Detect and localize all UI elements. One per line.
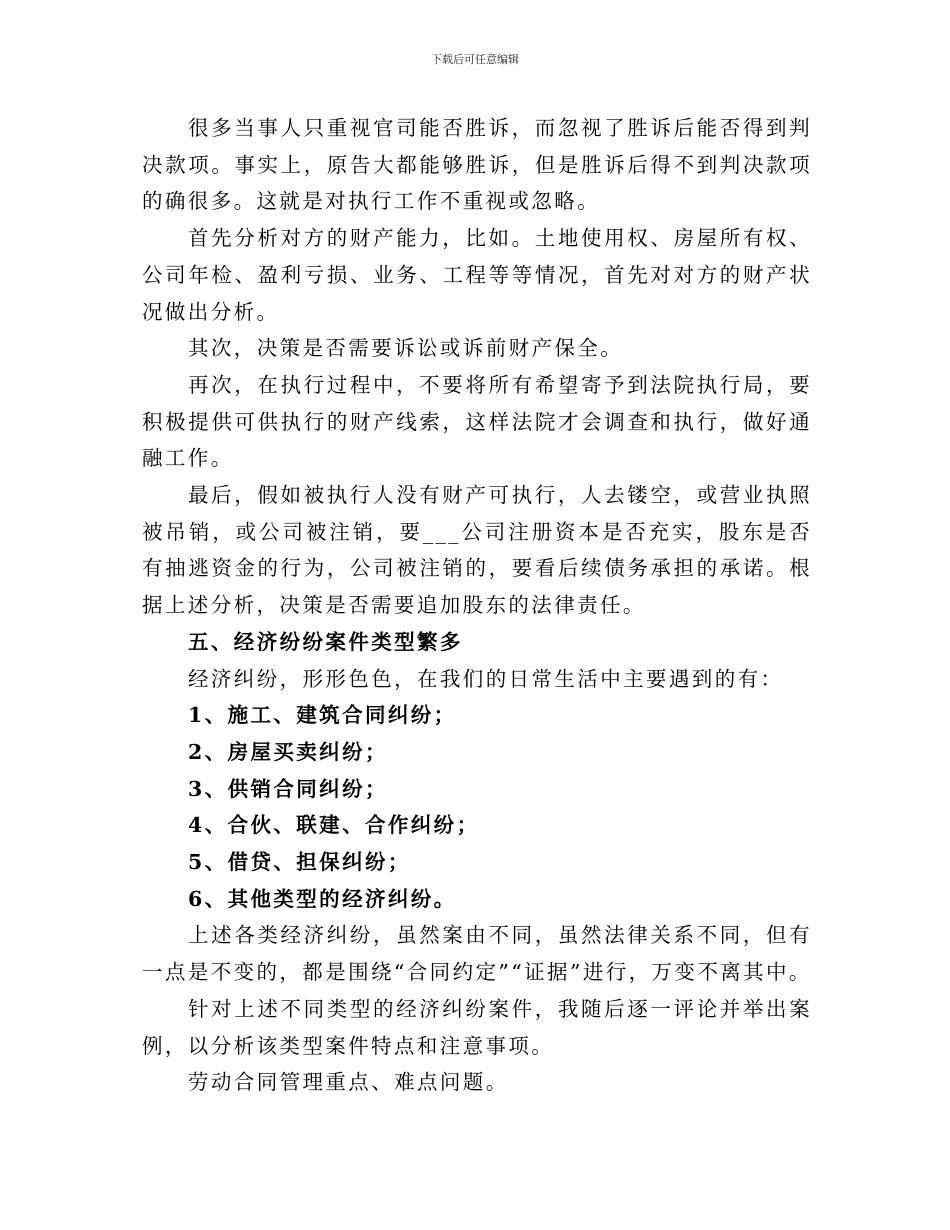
paragraph-labor-contract: 劳动合同管理重点、难点问题。 (188, 1070, 509, 1095)
paragraph-case-review: 针对上述不同类型的经济纠纷案件，我随后逐一评论并举出案例，以分析该类型案件特点和注意事项。 (142, 996, 812, 1058)
paragraph-finally: 最后，假如被执行人没有财产可执行，人去镂空，或营业执照被吊销，或公司被注销，要___公司注册资本是否充实，股东是否有抽逃资金的行为，公司被注销的，要看后续债务承担的承诺。根据上述分析，决策是否需要追加股东的法律责任。 (142, 483, 812, 618)
list-item: 5、借贷、担保纠纷； (188, 850, 411, 875)
list-item: 6、其他类型的经济纠纷。 (188, 886, 457, 911)
paragraph-first-analysis: 首先分析对方的财产能力，比如。土地使用权、房屋所有权、公司年检、盈利亏损、业务、工程等等情况，首先对对方的财产状况做出分析。 (142, 226, 812, 324)
paragraph-second-decision: 其次，决策是否需要诉讼或诉前财产保全。 (188, 336, 624, 361)
list-item: 2、房屋买卖纠纷； (188, 739, 388, 764)
page-header: 下载后可任意编辑 (431, 53, 519, 66)
paragraph-dispute-intro: 经济纠纷，形形色色，在我们的日常生活中主要遇到的有： (188, 666, 784, 691)
list-item: 3、供销合同纠纷； (188, 776, 388, 801)
paragraph-execution-neglect: 很多当事人只重视官司能否胜诉，而忽视了胜诉后能否得到判决款项。事实上，原告大都能够胜诉，但是胜诉后得不到判决款项的确很多。这就是对执行工作不重视或忽略。 (142, 116, 812, 214)
paragraph-third-execution: 再次，在执行过程中，不要将所有希望寄予到法院执行局，要积极提供可供执行的财产线索，这样法院才会调查和执行，做好通融工作。 (142, 372, 812, 471)
list-item: 1、施工、建筑合同纠纷； (188, 703, 457, 728)
document-body (142, 110, 812, 1101)
section-heading: 五、经济纷纷案件类型繁多 (188, 629, 463, 654)
paragraph-common-point: 上述各类经济纠纷，虽然案由不同，虽然法律关系不同，但有一点是不变的，都是围绕“合同约定”“证据”进行，万变不离其中。 (142, 923, 812, 985)
list-item: 4、合伙、联建、合作纠纷； (188, 813, 480, 838)
